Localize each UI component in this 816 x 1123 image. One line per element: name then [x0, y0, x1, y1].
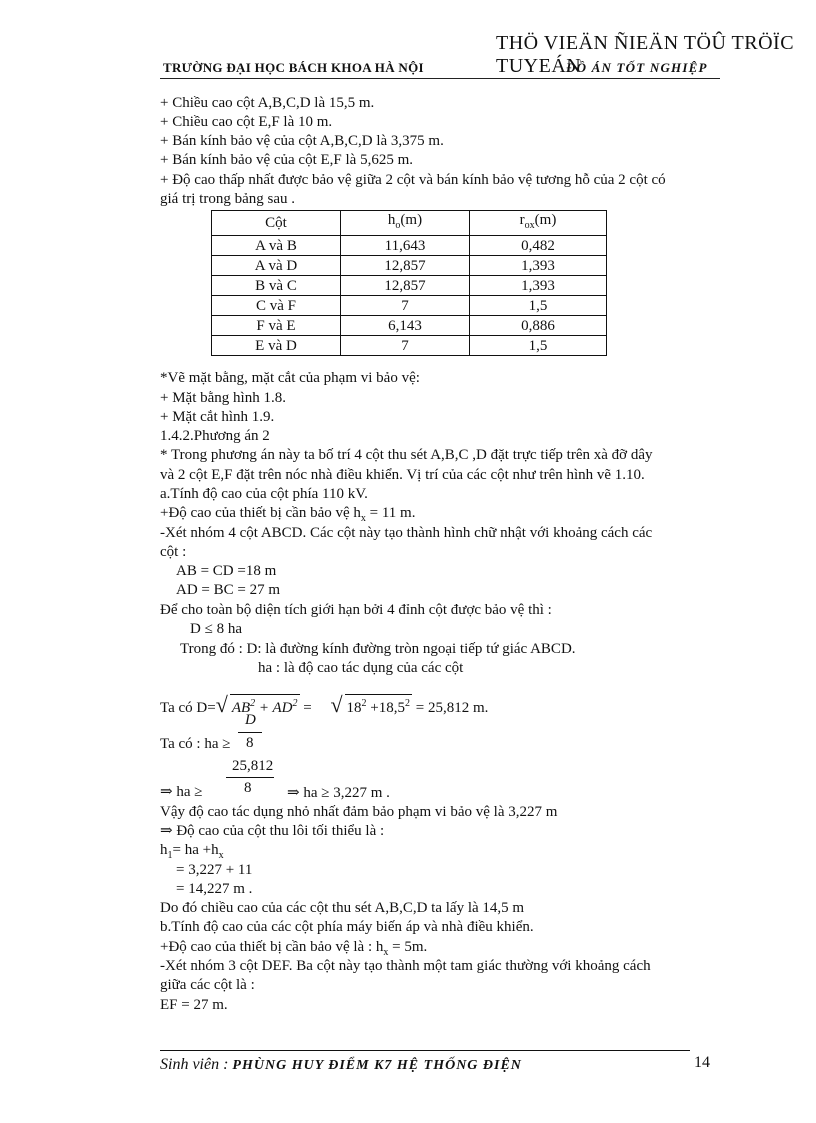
text-line: cột : [160, 544, 187, 560]
text-line: AD = BC = 27 m [176, 582, 281, 598]
table-cell: F và E [212, 316, 341, 336]
table-row [212, 276, 607, 296]
table-cell: 11,643 [341, 236, 470, 256]
table-cell: 1,5 [470, 296, 607, 316]
formula-sqrt1: $AB^2 + AD^2$ [230, 694, 300, 717]
text-line: + Chiều cao cột E,F là 10 m. [160, 114, 333, 130]
formula-result: = 25,812 m. [415, 700, 489, 716]
text-line: Vậy độ cao tác dụng nhỏ nhất đảm bảo phạm vi bảo vệ là 3,227 m [160, 804, 558, 820]
table-row [212, 336, 607, 356]
footer-student [160, 1056, 522, 1074]
frac-numerator: 25,812 [232, 758, 274, 774]
formula-ab: AB [231, 700, 251, 716]
sqrt-icon: √ [330, 692, 343, 717]
text-line: D ≤ 8 ha [190, 621, 242, 637]
formula-exp: 2 [405, 698, 411, 709]
table-cell: 7 [341, 336, 470, 356]
fraction-bar [238, 732, 262, 733]
text-line: AB = CD =18 m [176, 563, 277, 579]
text-line: + Mặt bằng hình 1.8. [160, 390, 286, 406]
text-line: Để cho toàn bộ diện tích giới hạn bởi 4 đỉnh cột được bảo vệ thì : [160, 602, 552, 618]
table-cell: 0,482 [470, 236, 607, 256]
text-line: -Xét nhóm 3 cột DEF. Ba cột này tạo thành một tam giác thường với khoảng cách [160, 958, 651, 974]
formula-185: 18,5 [378, 700, 406, 716]
table-header-cell: Cột [212, 211, 341, 236]
formula-exp: 2 [250, 698, 256, 709]
fraction-bar [226, 777, 274, 778]
text-line: và 2 cột E,F đặt trên nóc nhà điều khiển. Vị trí của các cột như trên hình vẽ 1.10. [160, 467, 645, 483]
header-university: TRƯỜNG ĐẠI HỌC BÁCH KHOA HÀ NỘI [163, 60, 424, 75]
hx2-sub: x [383, 947, 389, 958]
table-header-h-sub: o [395, 220, 401, 231]
table-cell: 1,393 [470, 256, 607, 276]
header-project-title: ĐỒ ÁN TỐT NGHIỆP [566, 60, 708, 75]
formula-eq: = [303, 700, 312, 716]
hx2-suffix: = 5m. [388, 939, 428, 955]
frac-denominator: 8 [246, 735, 254, 751]
table-cell: A và B [212, 236, 341, 256]
footer-label: Sinh viên : [160, 1056, 233, 1073]
formula-exp: 2 [292, 698, 298, 709]
text-line: Trong đó : D: là đường kính đường tròn ngoại tiếp tứ giác ABCD. [180, 641, 576, 657]
table-cell: A và D [212, 256, 341, 276]
table-row [212, 296, 607, 316]
table-row [212, 236, 607, 256]
table-cell: C và F [212, 296, 341, 316]
formula-ha: Ta có : ha ≥ [160, 736, 231, 752]
protection-table [211, 210, 607, 356]
frac-denominator: 8 [244, 780, 252, 796]
text-line: + Bán kính bảo vệ của cột E,F là 5,625 m. [160, 152, 413, 168]
table-header-row [212, 211, 607, 236]
table-header-r-unit: (m) [534, 212, 557, 228]
sqrt-icon: √ [215, 692, 228, 717]
formula-sqrt2: $18^2 +18,5^2$ [345, 694, 412, 717]
header-library-title: THÖ VIEÄN ÑIEÄN TÖÛ TRÖÏC TUYEÁN [496, 32, 795, 77]
text-line: EF = 27 m. [160, 997, 228, 1013]
formula-exp: 2 [361, 698, 367, 709]
text-line: = 14,227 m . [176, 881, 253, 897]
text-line: * Trong phương án này ta bố trí 4 cột thu sét A,B,C ,D đặt trực tiếp trên xà đỡ dây [160, 447, 653, 463]
formula-ha2: ⇒ ha ≥ [160, 784, 203, 800]
text-line: = 3,227 + 11 [176, 862, 253, 878]
text-line: + Chiều cao cột A,B,C,D là 15,5 m. [160, 95, 375, 111]
frac-numerator: D [245, 712, 256, 728]
hx-prefix: +Độ cao của thiết bị cần bảo vệ h [160, 505, 361, 521]
text-line: *Vẽ mặt bằng, mặt cắt của phạm vi bảo vệ: [160, 370, 420, 386]
table-cell: B và C [212, 276, 341, 296]
footer-divider [160, 1050, 690, 1051]
table-header-cell [341, 211, 470, 236]
table-row [212, 316, 607, 336]
h1-h: h [160, 842, 168, 858]
formula-ad: AD [272, 700, 293, 716]
h1-mid: = ha +h [172, 842, 219, 858]
text-line: -Xét nhóm 4 cột ABCD. Các cột này tạo thành hình chữ nhật với khoảng cách các [160, 525, 653, 541]
footer-name: PHÙNG HUY ĐIỂM K7 HỆ THỐNG ĐIỆN [232, 1058, 522, 1073]
table-cell: 1,5 [470, 336, 607, 356]
table-header-r-sub: ox [524, 220, 535, 231]
text-line: b.Tính độ cao của các cột phía máy biến áp và nhà điều khiển. [160, 919, 534, 935]
text-line: + Độ cao thấp nhất được bảo vệ giữa 2 cột và bán kính bảo vệ tương hỗ của 2 cột có [160, 172, 666, 188]
text-line: Do đó chiều cao của các cột thu sét A,B,C,D ta lấy là 14,5 m [160, 900, 525, 916]
formula-lead: Ta có D= [160, 700, 216, 716]
table-cell: 6,143 [341, 316, 470, 336]
text-line: giữa các cột là : [160, 977, 255, 993]
formula-18: 18 [346, 700, 362, 716]
formula-diameter [160, 694, 488, 717]
table-header-r: r [519, 212, 525, 228]
text-line: ha : là độ cao tác dụng của các cột [258, 660, 464, 676]
text-line: + Bán kính bảo vệ của cột A,B,C,D là 3,375 m. [160, 133, 444, 149]
page-number: 14 [694, 1054, 710, 1071]
table-cell: 1,393 [470, 276, 607, 296]
text-line: + Mặt cắt hình 1.9. [160, 409, 275, 425]
table-cell: 0,886 [470, 316, 607, 336]
table-header-cell [470, 211, 607, 236]
table-cell: 7 [341, 296, 470, 316]
hx-sub: x [360, 513, 366, 524]
table-cell: 12,857 [341, 276, 470, 296]
table-cell: 12,857 [341, 256, 470, 276]
table-row [212, 256, 607, 276]
text-line: a.Tính độ cao của cột phía 110 kV. [160, 486, 368, 502]
text-line: ⇒ Độ cao của cột thu lôi tối thiểu là : [160, 823, 385, 839]
section-heading: 1.4.2.Phương án 2 [160, 428, 270, 444]
hx-suffix: = 11 m. [365, 505, 416, 521]
text-line: giá trị trong bảng sau . [160, 191, 295, 207]
table-header-h: h [387, 212, 396, 228]
table-cell: E và D [212, 336, 341, 356]
table-header-h-unit: (m) [400, 212, 423, 228]
hx2-prefix: +Độ cao của thiết bị cần bảo vệ là : h [160, 939, 384, 955]
h1-sub: 1 [167, 850, 173, 861]
formula-ha-result: ⇒ ha ≥ 3,227 m . [287, 785, 390, 801]
h1-subx: x [218, 850, 224, 861]
header-divider [160, 78, 720, 79]
